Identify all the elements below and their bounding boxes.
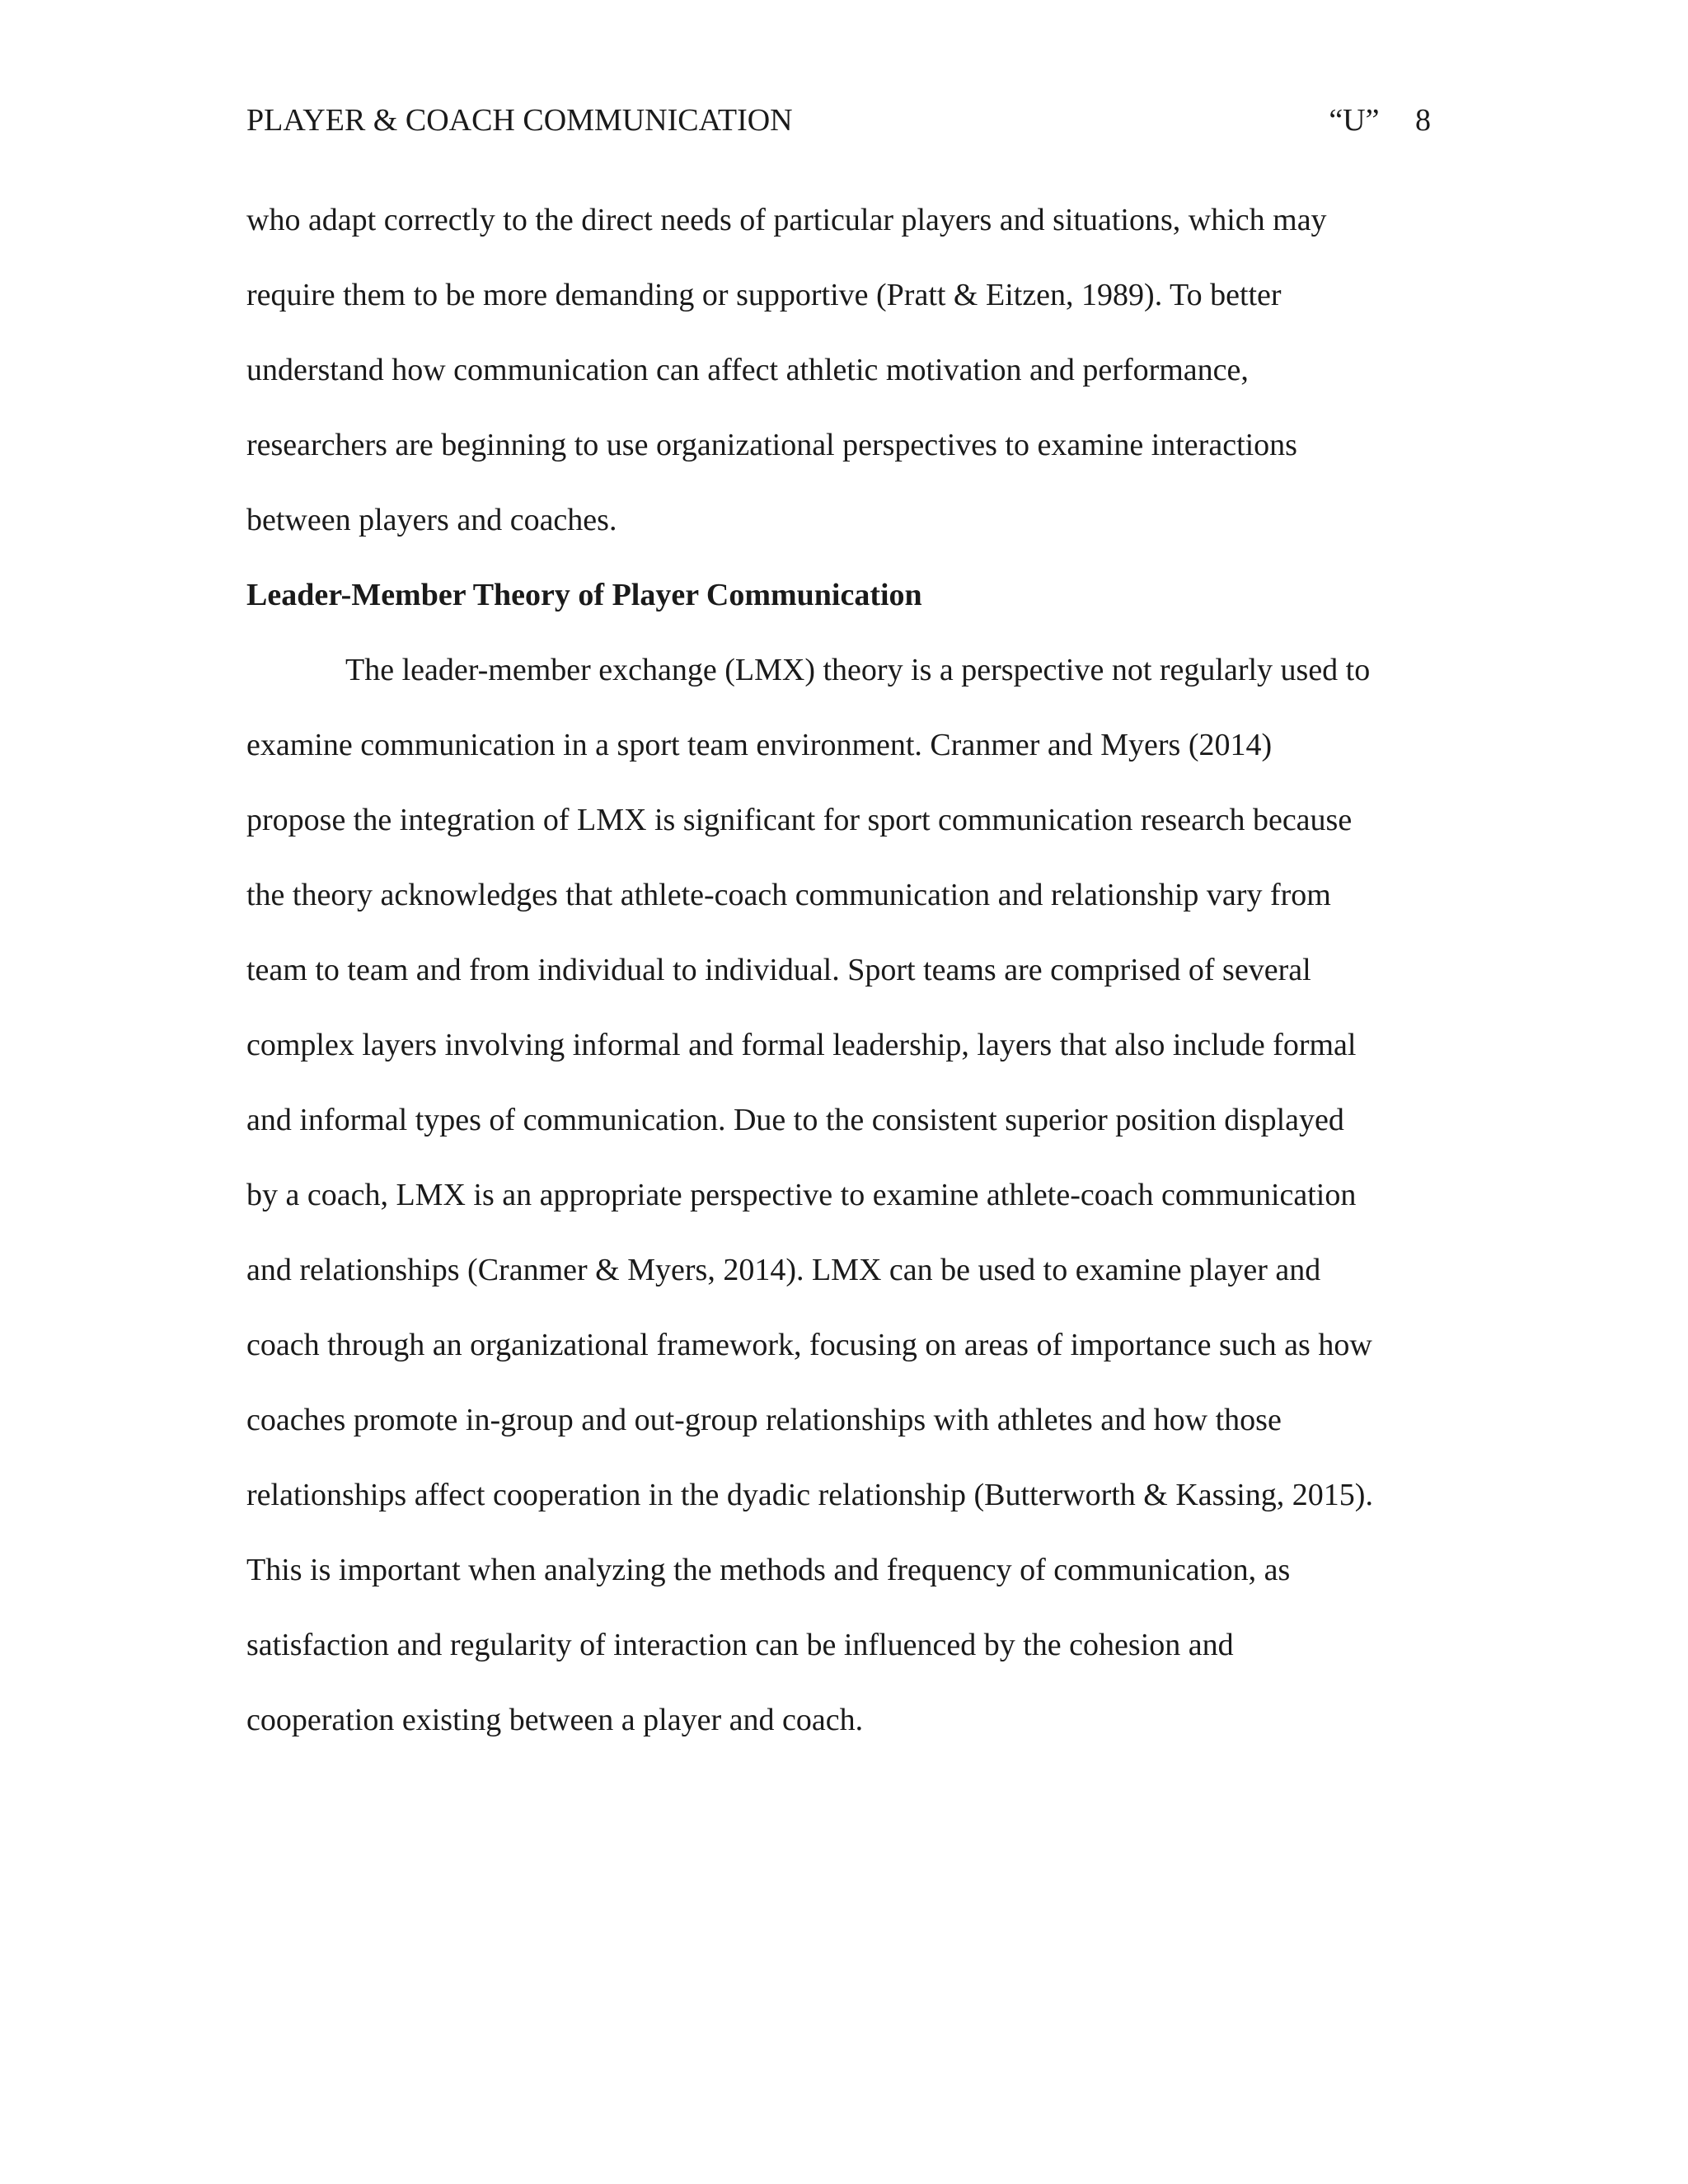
page-number: 8 [1415, 103, 1431, 138]
paragraph2-line: cooperation existing between a player and coach. [246, 1703, 864, 1737]
running-head [246, 99, 1431, 142]
paragraph2-line: propose the integration of LMX is significant for sport communication research because [246, 803, 1353, 837]
paragraph2-line: This is important when analyzing the methods and frequency of communication, as [246, 1553, 1291, 1587]
paragraph2-line: and relationships (Cranmer & Myers, 2014). LMX can be used to examine player and [246, 1253, 1321, 1287]
running-head-right [1329, 99, 1431, 142]
paragraph2-line: satisfaction and regularity of interaction can be influenced by the cohesion and [246, 1628, 1234, 1662]
paragraph1-line: who adapt correctly to the direct needs of particular players and situations, which may [246, 203, 1327, 237]
running-head-mark: “U” [1329, 103, 1380, 138]
paragraph2-line: and informal types of communication. Due to the consistent superior position displayed [246, 1103, 1344, 1137]
paragraph2-line: coach through an organizational framework, focusing on areas of importance such as how [246, 1328, 1372, 1362]
paragraph2-line: by a coach, LMX is an appropriate perspective to examine athlete-coach communication [246, 1178, 1357, 1212]
paragraph2-line: complex layers involving informal and formal leadership, layers that also include formal [246, 1028, 1357, 1062]
paragraph1-line: understand how communication can affect athletic motivation and performance, [246, 353, 1249, 387]
section-heading: Leader-Member Theory of Player Communication [246, 578, 922, 612]
paragraph1-line: between players and coaches. [246, 503, 617, 537]
paragraph1-line: require them to be more demanding or supportive (Pratt & Eitzen, 1989). To better [246, 278, 1282, 312]
paragraph2-line: coaches promote in-group and out-group relationships with athletes and how those [246, 1403, 1282, 1437]
paragraph2-line: relationships affect cooperation in the dyadic relationship (Butterworth & Kassing, 2015). [246, 1478, 1373, 1512]
paragraph2-line: examine communication in a sport team environment. Cranmer and Myers (2014) [246, 728, 1273, 762]
paragraph2-line: team to team and from individual to individual. Sport teams are comprised of several [246, 953, 1311, 987]
paragraph2-line: the theory acknowledges that athlete-coach communication and relationship vary from [246, 878, 1331, 912]
paragraph2-line: The leader-member exchange (LMX) theory is a perspective not regularly used to [345, 653, 1371, 687]
paragraph1-line: researchers are beginning to use organizational perspectives to examine interactions [246, 428, 1297, 462]
running-head-title: PLAYER & COACH COMMUNICATION [246, 103, 793, 138]
